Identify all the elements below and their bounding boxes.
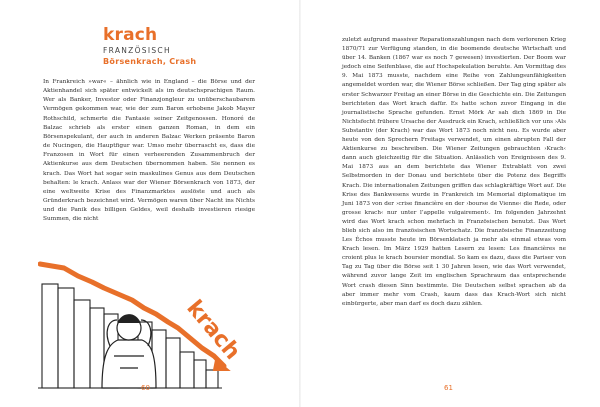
body-text-left [43, 78, 255, 225]
page-number: 61 [444, 384, 453, 392]
left-page [0, 0, 299, 407]
despairing-man-drawing [102, 315, 156, 388]
chart-bar [206, 370, 218, 388]
krach-illustration [38, 228, 278, 390]
body-text-right [342, 36, 566, 309]
chart-bar [74, 300, 90, 388]
chart-bar [58, 288, 74, 388]
language-label: FRANZÖSISCH [103, 46, 171, 55]
chart-bar [194, 360, 206, 388]
headword: krach [103, 25, 158, 45]
krach-handwriting: krach [181, 295, 245, 365]
right-page [301, 0, 600, 407]
chart-bar [166, 338, 180, 388]
body-paragraph: In Frankreich »war« – ähnlich wie in England – die Börse und der Aktienhandel sich später entwickelt als im deutschsprachigen Raum. Wer als Banker, Investor oder Finanzjongleur zu unüberschaubarem Vermögen gekommen war, wie der zum Baron erhobene Jakob Mayer Rothschild, schmerte die Fantasie seiner Zeitgenossen. Honoré de Balzac schrieb als erster einen ganzen Roman, in dem ein Börsenspekulant, der auch in anderen Balzac Werken präsente Baron de Nucingen, die Hauptfigur war. Umso mehr überrascht es, dass die Franzosen in Wort für einen verheerenden Zusammenbruch der Aktienkurse aus dem Deutschen übernommen haben. Sie nennen es krach. Das Wort hat sogar sein maskulines Genus aus dem Deutschen behalten: le krach. Anlass war der Wiener Börsenkrach von 1873, der eine weltweite Krise des Finanzmarktes auslöste und auch als Gründerkrach bezeichnet wird. Vermögen waren über Nacht ins Nichts und die Panik des billigen Geldes, weil deshalb investieren riesige Summen, die nicht [43, 79, 255, 223]
chart-bar [180, 352, 194, 388]
chart-bar [42, 284, 58, 388]
body-paragraph: zuletzt aufgrund massiver Reparationszahlungen nach dem verlorenen Krieg 1870/71 zur Verfügung standen, in die boomende deutsche Wirtschaft und über 14. Banken (1867 war es noch 7 gewesen) investierten. Der Boom war jedoch eine Seifenblase, die auf Hochspekulation beruhte. Am Vormittag des 9. Mai 1873 musste, nachdem eine Reihe von Zahlungsunfähigkeiten angemeldet worden war, die Wiener Börse schließen. Der Tag ging später als erster Schwarzer Freitag an einer Börse in die Geschichte ein. Die Zeitungen berichteten das Wort krach dafür. Es hatte schon zuvor Eingang in die journalistische Sprache gefunden. Ernst Mörk Ar sah dich 1869 in Die Nichtsfecht frühere Ursache der Ausdruck ein Krach, schließlich vor uns ›Als Substantiv (der Krach) war das Wort 1873 noch nicht neu. Es wurde aber heute von den Sprechern Freitags verwendet, um einen abrupten Fall der Aktienkurse zu beschreiben. Die Wiener Zeitungen gebrauchten ›Krach‹ dann auch gleichzeitig für die Situation. Anlässlich von Ereignissen des 9. Mai 1873 aus an dem berichtete das Wiener Extrablatt von zwei Selbstmorden in der Donau und berichtete über die Potenz des Begriffs Krach. Die internationalen Zeitungen griffen das schlagkräftige Wort auf. Die Krise des Bankwesens wurde in Frankreich im Memorial diplomatique im Juni 1873 von der ›crise financière en der ›bourse de Vienne‹ die Rede, oder grosse krach‹ nur unter l’appelle vulgairement‹. Im folgenden Jahrzehnt wird das Wort krach schon mehrfach in Französischen benutzt. Das Wort blieb sich also im französischen Wortschatz. Die französische Finanzzeitung Les Échos musste heute im Börsenklatsch ja mehr als einmal etwas vom Krach lesen. Im März 1929 hatten Lesern zu lesen: Les financières ne croient plus le krach boursier mondial. So kam es dazu, dass die Pariser von Tag zu Tag über die Börse seit 1 30 Jahren lesen, wie das Wort verwendet, während zuvor lange Zeit im englischen Sprachraum das entsprechende Wort crash diesen Sinn bestimmte. Die Deutschen selbst sprachen ab da aber immer mehr vom Crash, kaum dass das Krach-Wort sich nicht einbürgerte, aber man darf es doch dazu zählen. [342, 37, 566, 307]
translation: Börsenkrach, Crash [103, 57, 197, 66]
page-number: 60 [141, 384, 150, 392]
